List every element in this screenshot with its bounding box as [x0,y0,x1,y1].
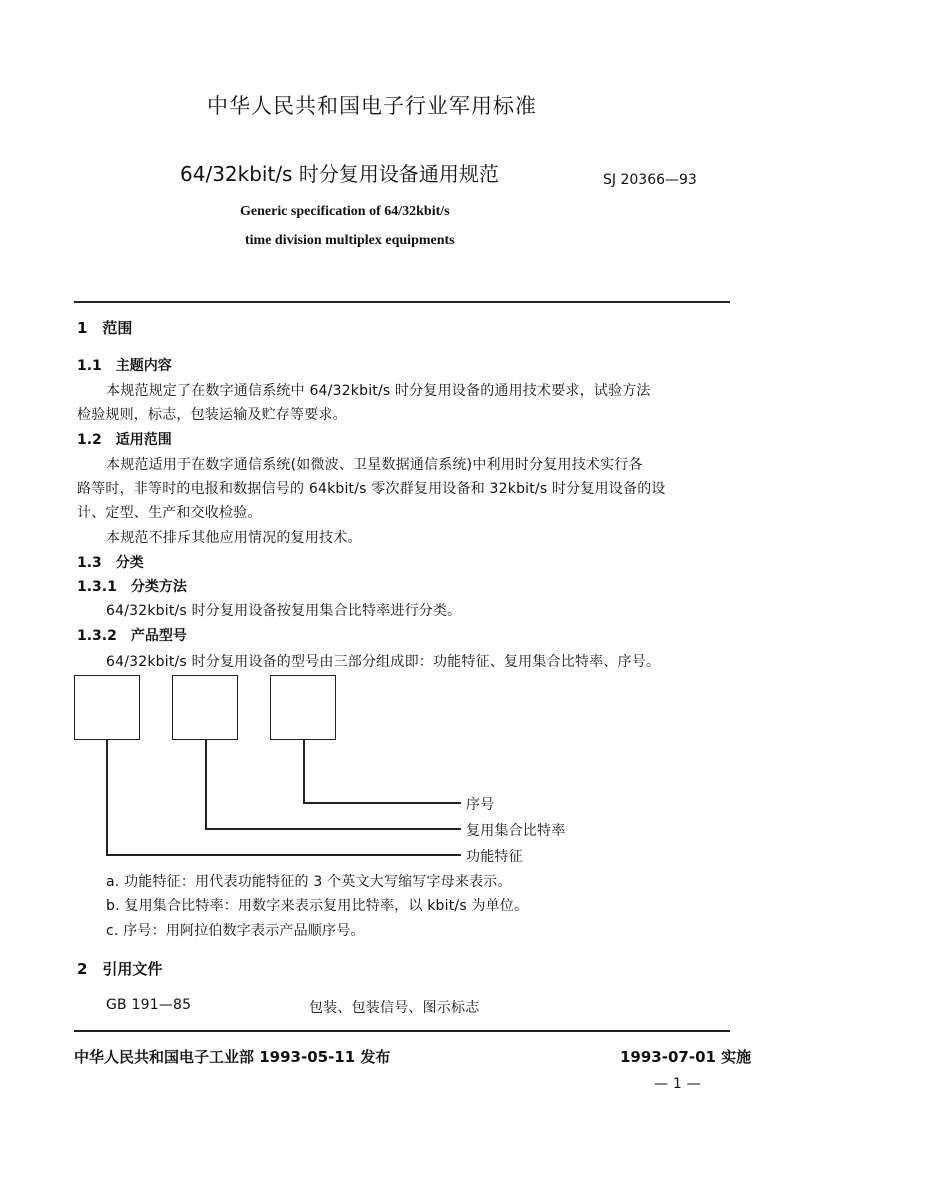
section-1-3-1-para: 64/32kbit/s 时分复用设备按复用集合比特率进行分类。 [106,603,462,619]
section-1-2-para-line3: 计、定型、生产和交收检验。 [77,505,262,521]
english-title-line2: time division multiplex equipments [245,233,455,248]
connector-function-horizontal [106,854,461,856]
issue-date: 中华人民共和国电子工业部 1993-05-11 发布 [74,1048,391,1066]
section-1-2-para-line2: 路等时，非等时的电报和数据信号的 64kbit/s 零次群复用设备和 32kbit/s 时分复用设备的设 [77,481,666,497]
model-box-bitrate [172,675,238,740]
section-2-heading: 2 引用文件 [77,960,163,978]
section-1-3-heading: 1.3 分类 [77,555,144,571]
standard-title: 中华人民共和国电子行业军用标准 [207,94,537,118]
section-1-2-para-line1: 本规范适用于在数字通信系统(如微波、卫星数据通信系统)中利用时分复用技术实行各 [106,457,643,473]
footer-rule [74,1030,730,1032]
section-1-3-2-para: 64/32kbit/s 时分复用设备的型号由三部分组成即：功能特征、复用集合比特率、序号。 [106,654,661,670]
connector-bitrate-horizontal [205,828,461,830]
model-box-serial [270,675,336,740]
document-code: SJ 20366—93 [603,172,697,188]
section-1-2-heading: 1.2 适用范围 [77,432,172,448]
note-c: c. 序号：用阿拉伯数字表示产品顺序号。 [106,923,365,939]
note-a: a. 功能特征：用代表功能特征的 3 个英文大写缩写字母来表示。 [106,874,512,890]
label-function: 功能特征 [466,849,523,865]
connector-function-vertical [106,740,108,855]
connector-serial-horizontal [303,802,461,804]
page-number: — 1 — [654,1076,701,1092]
effective-date: 1993-07-01 实施 [620,1048,752,1066]
section-1-3-2-heading: 1.3.2 产品型号 [77,628,187,644]
label-serial: 序号 [466,797,495,813]
section-1-1-para-line1: 本规范规定了在数字通信系统中 64/32kbit/s 时分复用设备的通用技术要求，试验方法 [106,383,651,399]
reference-name: 包装、包装信号、图示标志 [309,1000,480,1016]
connector-bitrate-vertical [205,740,207,829]
note-b: b. 复用集合比特率：用数字来表示复用比特率，以 kbit/s 为单位。 [106,898,529,914]
label-bitrate: 复用集合比特率 [466,823,566,839]
section-1-1-para-line2: 检验规则，标志，包装运输及贮存等要求。 [77,407,347,423]
section-1-2-para-line4: 本规范不排斥其他应用情况的复用技术。 [106,530,362,546]
english-title-line1: Generic specification of 64/32kbit/s [240,204,450,219]
document-title: 64/32kbit/s 时分复用设备通用规范 [180,162,499,186]
header-rule [74,301,730,303]
section-1-heading: 1 范围 [77,319,133,337]
model-box-function [74,675,140,740]
section-1-3-1-heading: 1.3.1 分类方法 [77,579,187,595]
reference-code: GB 191—85 [106,997,192,1013]
connector-serial-vertical [303,740,305,803]
section-1-1-heading: 1.1 主题内容 [77,358,172,374]
